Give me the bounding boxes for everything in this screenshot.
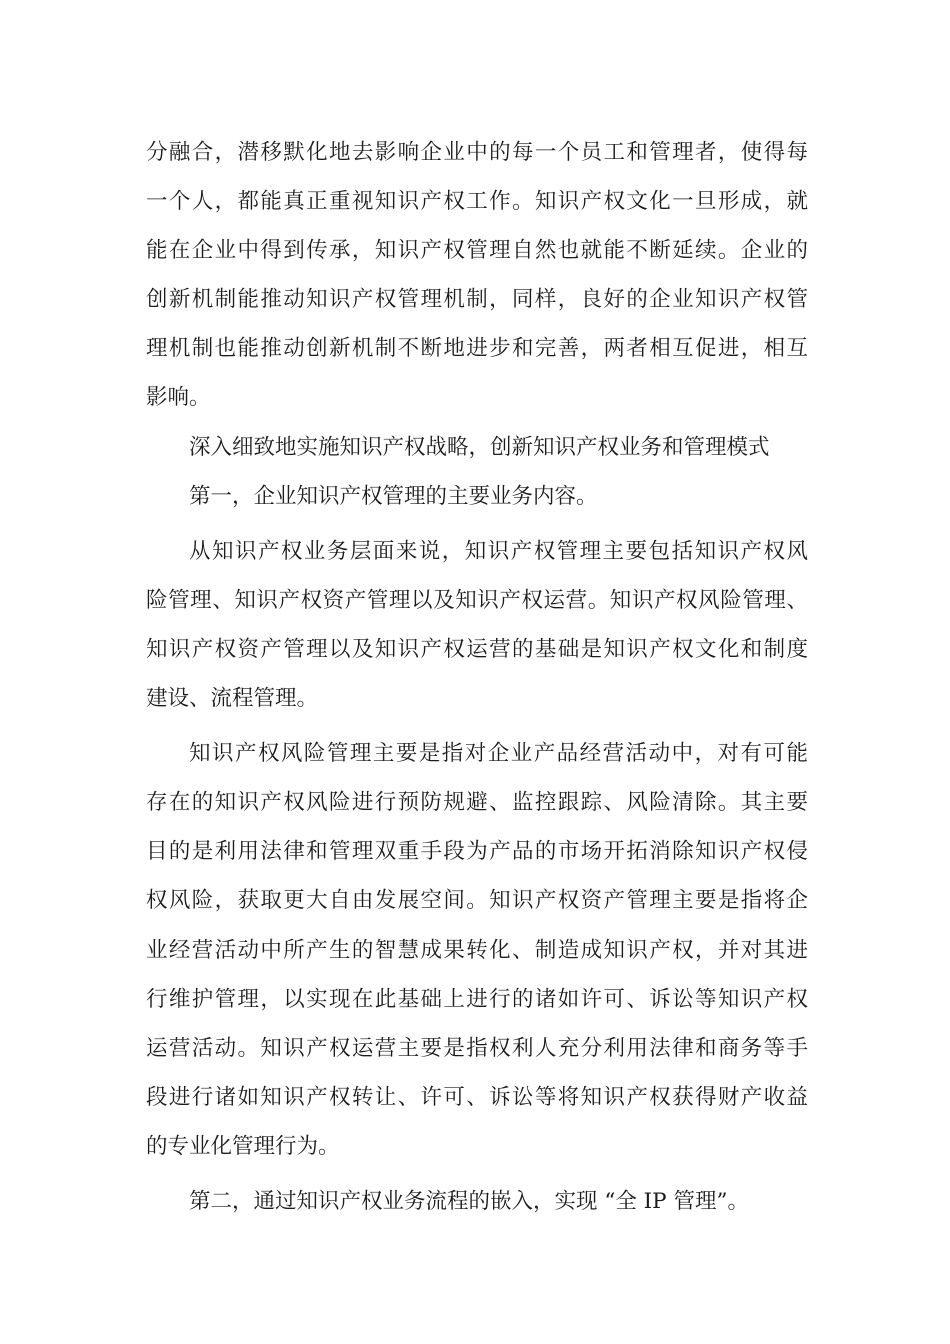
text-line: 目的是利用法律和管理双重手段为产品的市场开拓消除知识产权侵 bbox=[146, 839, 808, 865]
text-line: 知识产权风险管理主要是指对企业产品经营活动中，对有可能 bbox=[189, 741, 808, 767]
text-line: 一个人，都能真正重视知识产权工作。知识产权文化一旦形成，就 bbox=[146, 189, 808, 215]
text-line: 段进行诸如知识产权转让、许可、诉讼等将知识产权获得财产收益 bbox=[146, 1084, 808, 1110]
text-line: 分融合，潜移默化地去影响企业中的每一个员工和管理者，使得每 bbox=[146, 140, 808, 165]
text-line: 第一，企业知识产权管理的主要业务内容。 bbox=[189, 483, 598, 509]
subsection-heading bbox=[146, 472, 808, 521]
text-line: 从知识产权业务层面来说，知识产权管理主要包括知识产权风 bbox=[189, 538, 808, 564]
text-line: 能在企业中得到传承，知识产权管理自然也就能不断延续。企业的 bbox=[146, 238, 808, 264]
text-line: 建设、流程管理。 bbox=[146, 686, 319, 712]
text-line: 影响。 bbox=[146, 385, 211, 411]
text-line: 理机制也能推动创新机制不断地进步和完善，两者相互促进，相互 bbox=[146, 336, 808, 362]
subsection-heading bbox=[146, 1177, 808, 1226]
document-body bbox=[146, 128, 808, 1226]
text-line: 权风险，获取更大自由发展空间。知识产权资产管理主要是指将企 bbox=[146, 888, 808, 914]
paragraph bbox=[146, 527, 808, 723]
text-line: 险管理、知识产权资产管理以及知识产权运营。知识产权风险管理、 bbox=[146, 587, 808, 613]
text-line: 的专业化管理行为。 bbox=[146, 1133, 340, 1159]
text-line: 存在的知识产权风险进行预防规避、监控跟踪、风险清除。其主要 bbox=[146, 790, 808, 816]
text-line: 行维护管理，以实现在此基础上进行的诸如许可、诉讼等知识产权 bbox=[146, 986, 808, 1012]
text-line: 深入细致地实施知识产权战略，创新知识产权业务和管理模式 bbox=[189, 434, 770, 460]
text-line: 知识产权资产管理以及知识产权运营的基础是知识产权文化和制度 bbox=[146, 636, 808, 662]
text-line: 运营活动。知识产权运营主要是指权利人充分利用法律和商务等手 bbox=[146, 1035, 808, 1061]
text-line: 创新机制能推动知识产权管理机制，同样，良好的企业知识产权管 bbox=[146, 287, 808, 313]
section-heading bbox=[146, 423, 808, 472]
text-line: 第二，通过知识产权业务流程的嵌入，实现 “全 IP 管理”。 bbox=[189, 1188, 749, 1214]
paragraph bbox=[146, 128, 808, 423]
paragraph bbox=[146, 729, 808, 1171]
text-line: 业经营活动中所产生的智慧成果转化、制造成知识产权，并对其进 bbox=[146, 937, 808, 963]
